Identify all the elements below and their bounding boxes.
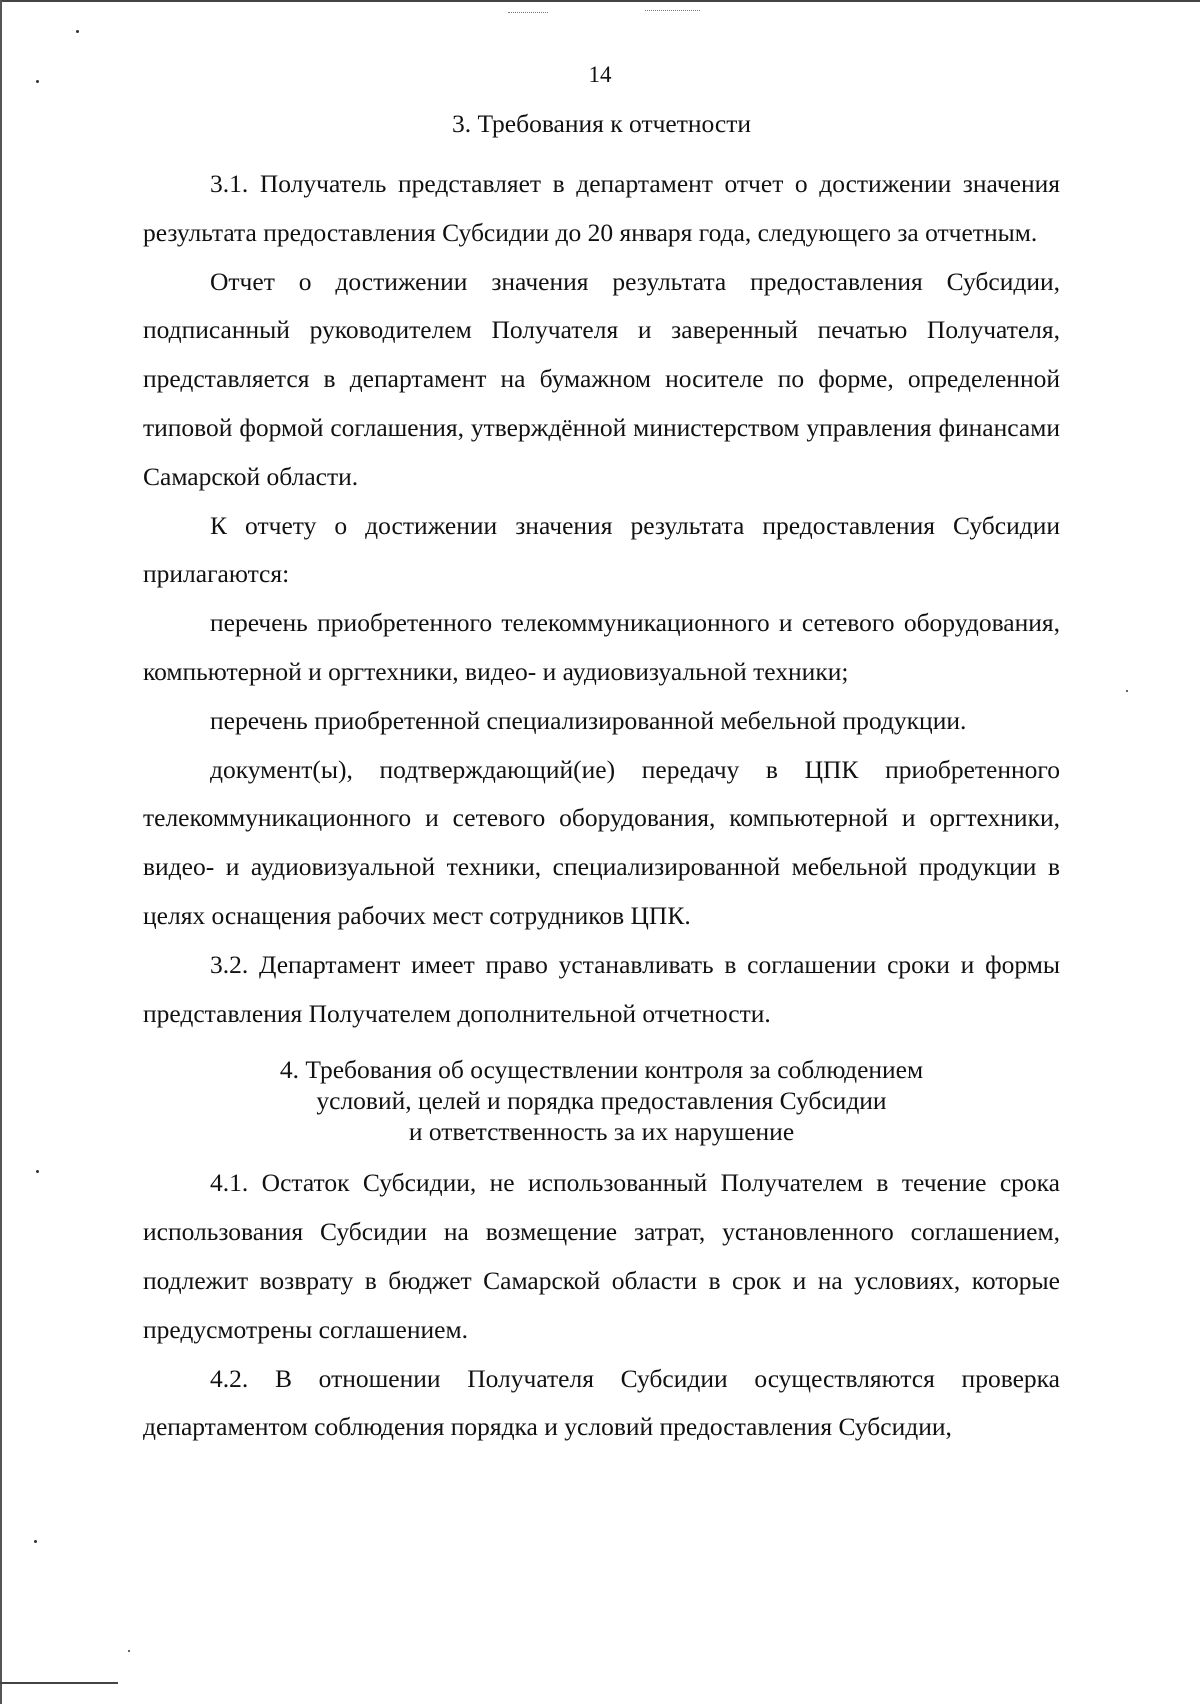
paragraph-transfer-documents: документ(ы), подтверждающий(ие) передачу в ЦПК приобретенного телекоммуникационного и сетевого оборудования, компьютерной и оргтехники, видео- и аудиовизуальной техники, специализированной мебельной продукции в целях оснащения рабочих мест сотрудников ЦПК.	[143, 754, 1060, 930]
section-4-heading-line: условий, целей и порядка предоставления Субсидии	[316, 1086, 887, 1116]
section-3-heading: 3. Требования к отчетности	[451, 109, 752, 138]
paragraph-attachments-intro: К отчету о достижении значения результата предоставления Субсидии прилагаются:	[143, 510, 1060, 589]
scan-speck	[76, 30, 79, 33]
section-4-heading-line: 4. Требования об осуществлении контроля за соблюдением	[279, 1055, 924, 1085]
paragraph-3-1: 3.1. Получатель представляет в департамент отчет о достижении значения результата предоставления Субсидии до 20 января года, следующего за отчетным.	[143, 169, 1060, 247]
paragraph-furniture-list: перечень приобретенной специализированной мебельной продукции.	[210, 705, 967, 735]
scan-smudge	[508, 12, 548, 19]
scan-speck	[34, 1540, 37, 1543]
scan-edge-bottom	[0, 1682, 118, 1684]
scan-speck	[1126, 690, 1128, 692]
scan-edge-left	[0, 0, 2, 1704]
scan-speck	[36, 1170, 39, 1173]
scan-speck	[128, 1650, 130, 1652]
section-4-heading-line: и ответственность за их нарушение	[408, 1117, 795, 1147]
scan-edge-top	[0, 0, 1200, 2]
paragraph-report-signed: Отчет о достижении значения результата предоставления Субсидии, подписанный руководителем Получателя и заверенный печатью Получателя, представляется в департамент на бумажном носителе по форме, определенной типовой формой соглашения, утверждённой министерством управления финансами Самарской области.	[143, 266, 1060, 491]
paragraph-equipment-list: перечень приобретенного телекоммуникационного и сетевого оборудования, компьютерной и оргтехники, видео- и аудиовизуальной техники;	[143, 608, 1060, 686]
paragraph-4-1: 4.1. Остаток Субсидии, не использованный Получателем в течение срока использования Субсидии на возмещение затрат, установленного соглашением, подлежит возврату в бюджет Самарской области в срок и на условиях, которые предусмотрены соглашением.	[143, 1168, 1060, 1344]
page-number: 14	[588, 62, 612, 87]
paragraph-4-2: 4.2. В отношении Получателя Субсидии осуществляются проверка департаментом соблюдения порядка и условий предоставления Субсидии,	[143, 1363, 1060, 1442]
document-body	[143, 104, 1060, 1452]
section-4-heading	[143, 1054, 1060, 1147]
scan-smudge	[645, 10, 700, 17]
paragraph-3-2: 3.2. Департамент имеет право устанавливать в соглашении сроки и формы представления Получателем дополнительной отчетности.	[143, 949, 1060, 1028]
